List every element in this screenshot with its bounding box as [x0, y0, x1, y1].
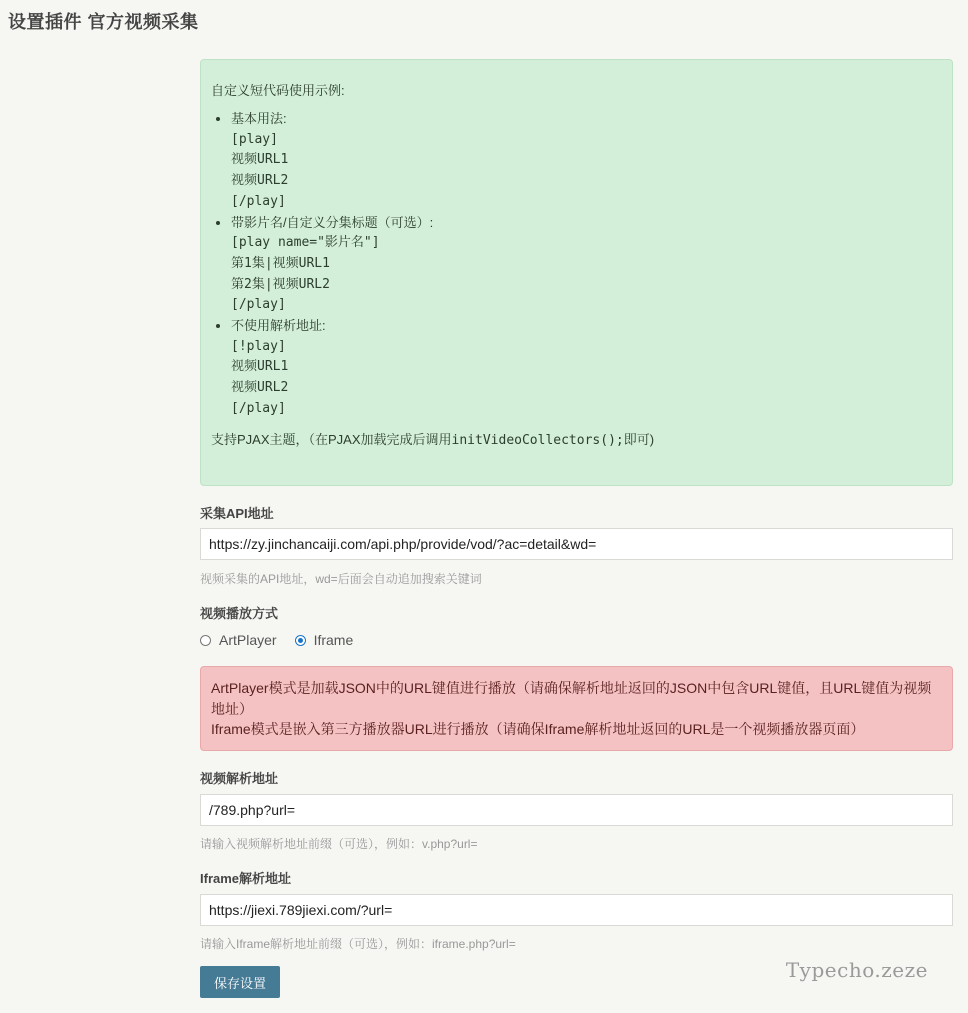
- usage-item: [231, 109, 952, 213]
- code-line: [!play]: [231, 338, 286, 354]
- code-line: 第1集|视频URL1: [231, 255, 330, 271]
- player-mode-notice: [200, 666, 953, 751]
- usage-list: [211, 109, 952, 420]
- pjax-note: [211, 431, 952, 450]
- usage-item-label: 基本用法:: [231, 111, 287, 126]
- typecho-watermark: Typecho.zeze: [785, 958, 928, 982]
- code-line: 第2集|视频URL2: [231, 276, 330, 292]
- radio-iframe[interactable]: [295, 632, 354, 648]
- api-url-input[interactable]: [200, 528, 953, 560]
- radio-artplayer-circle[interactable]: [200, 635, 211, 646]
- player-mode-options: [200, 632, 371, 648]
- usage-notice: [200, 59, 953, 486]
- pjax-note-text: 支持PJAX主题，（在PJAX加载完成后调用: [211, 431, 452, 447]
- usage-item-label: 带影片名/自定义分集标题（可选）:: [231, 214, 434, 230]
- code-line: 视频URL2: [231, 173, 289, 189]
- api-hint: 视频采集的API地址，wd=后面会自动追加搜索关键词: [200, 572, 482, 586]
- radio-iframe-circle[interactable]: [295, 635, 306, 646]
- pjax-note-code: initVideoCollectors();: [451, 432, 624, 448]
- page-title: 设置插件 官方视频采集: [8, 12, 199, 32]
- save-settings-button[interactable]: 保存设置: [200, 966, 280, 998]
- artplayer-notice-text: ArtPlayer模式是加载JSON中的URL键值进行播放（请确保解析地址返回的JSON中包含URL键值，且URL键值为视频地址）: [211, 680, 932, 717]
- code-line: 视频URL1: [231, 359, 289, 375]
- usage-item-label: 不使用解析地址:: [231, 318, 326, 334]
- code-line: [play]: [231, 131, 278, 147]
- code-line: 视频URL1: [231, 152, 289, 168]
- code-line: [/play]: [231, 193, 286, 209]
- api-label: 采集API地址: [200, 506, 274, 521]
- usage-item: [231, 213, 952, 317]
- usage-item: [231, 316, 952, 420]
- parse-url-input[interactable]: [200, 794, 953, 826]
- code-line: [/play]: [231, 297, 286, 313]
- parse-url-label: 视频解析地址: [200, 771, 279, 786]
- code-line: 视频URL2: [231, 380, 289, 396]
- code-line: [play name="影片名"]: [231, 235, 380, 251]
- iframe-url-input[interactable]: [200, 894, 953, 926]
- iframe-notice-text: Iframe模式是嵌入第三方播放器URL进行播放（请确保Iframe解析地址返回的URL是一个视频播放器页面）: [211, 721, 865, 737]
- iframe-url-hint: 请输入Iframe解析地址前缀（可选），例如：iframe.php?url=: [200, 937, 516, 951]
- radio-artplayer[interactable]: [200, 632, 277, 648]
- code-line: [/play]: [231, 400, 286, 416]
- parse-url-hint: 请输入视频解析地址前缀（可选），例如：v.php?url=: [200, 837, 478, 851]
- pjax-note-tail: 即可): [623, 431, 655, 447]
- radio-artplayer-label[interactable]: ArtPlayer: [219, 632, 277, 648]
- player-mode-label: 视频播放方式: [200, 606, 279, 621]
- radio-iframe-label[interactable]: Iframe: [313, 632, 354, 648]
- iframe-url-label: Iframe解析地址: [200, 871, 292, 886]
- usage-intro: 自定义短代码使用示例:: [211, 83, 345, 98]
